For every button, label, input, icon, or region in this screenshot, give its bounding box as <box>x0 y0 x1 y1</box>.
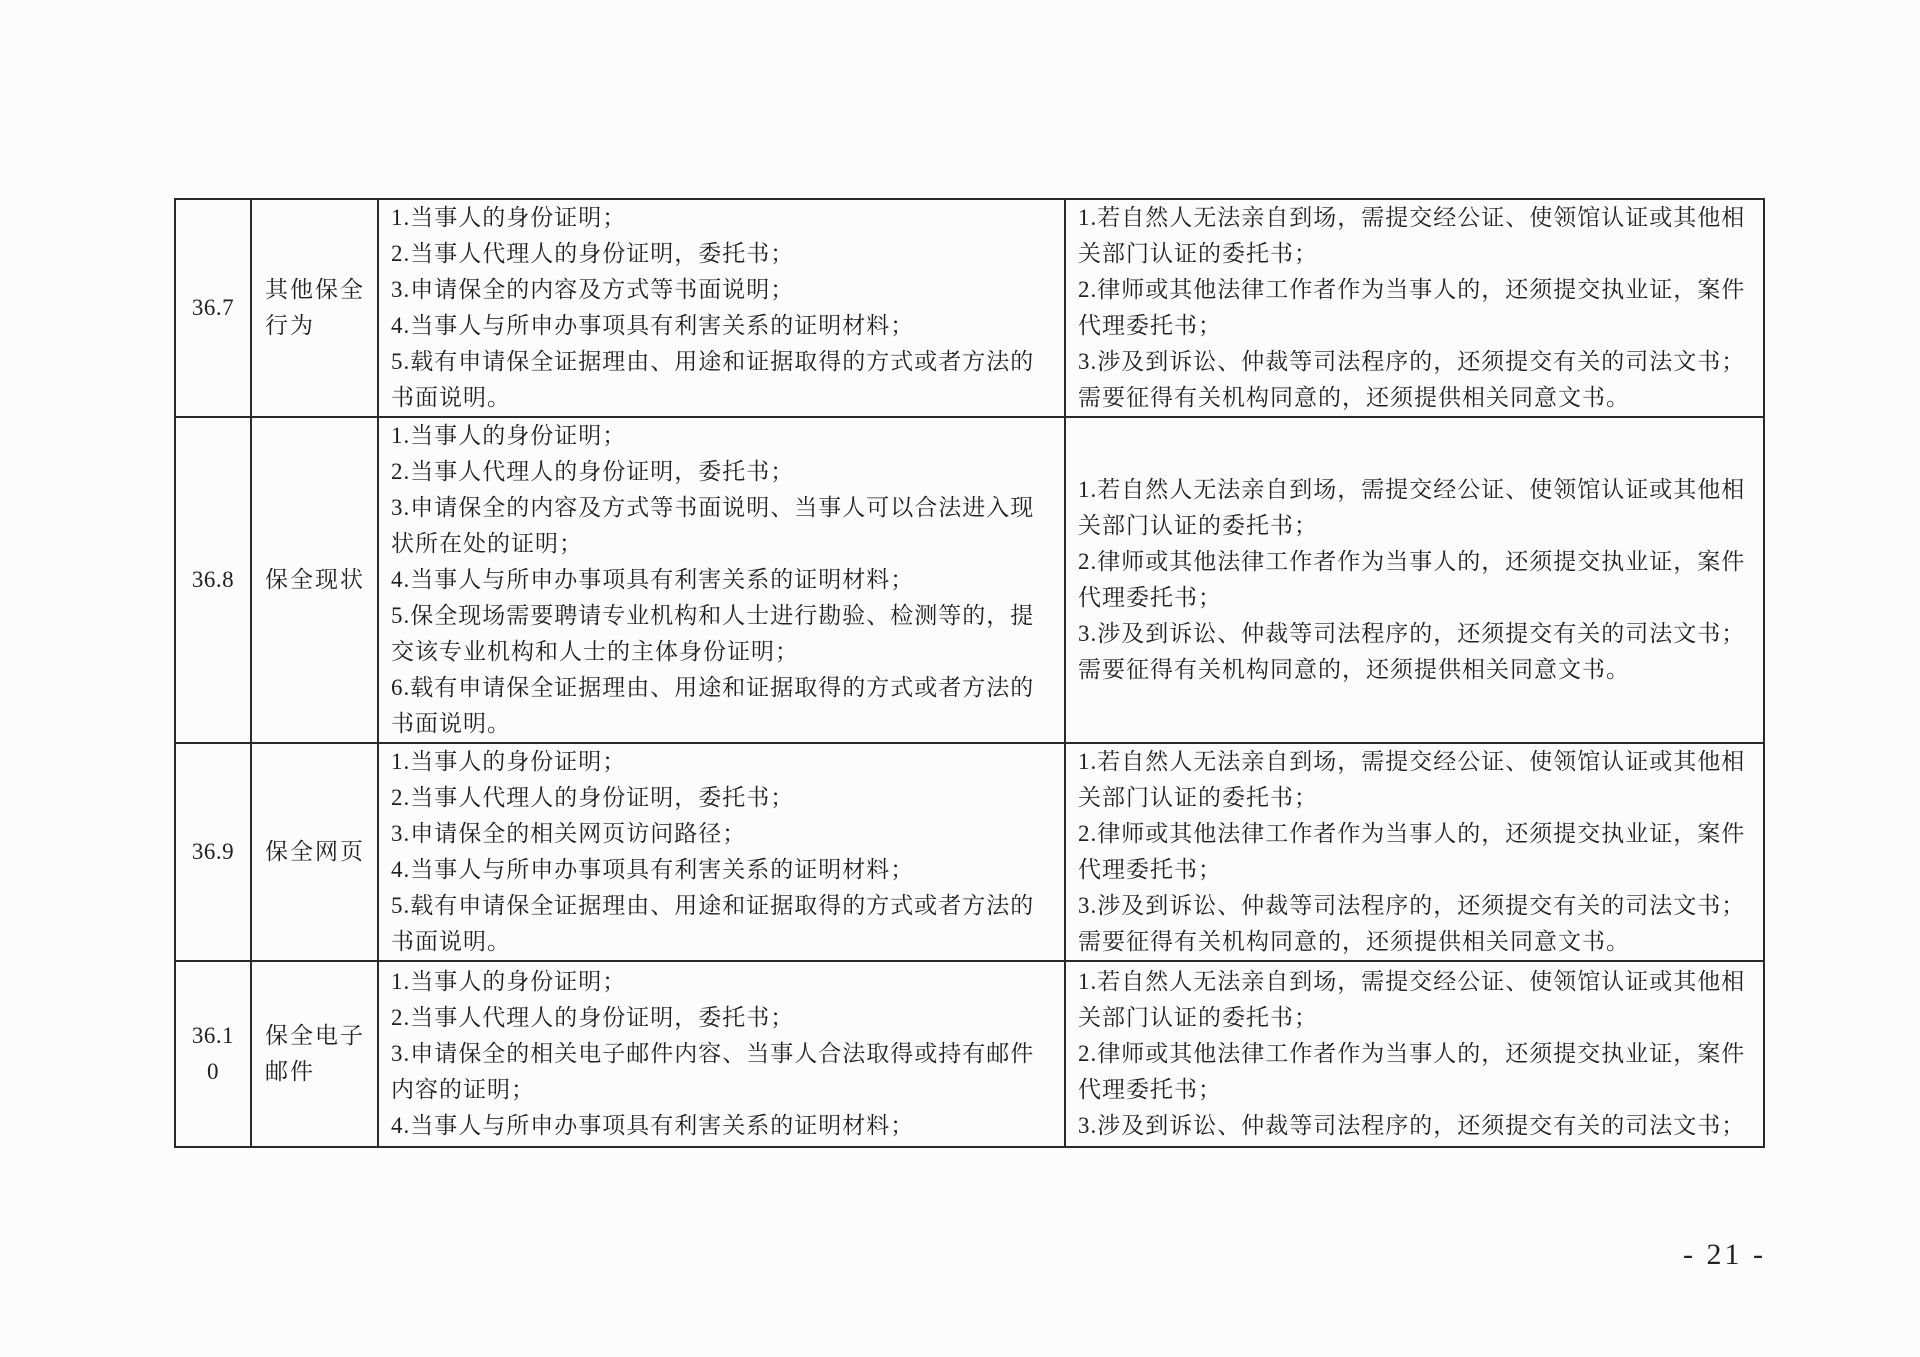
item-number-cell <box>175 743 251 961</box>
material-line: 1.当事人的身份证明； <box>391 969 627 994</box>
material-line: 4.当事人与所申办事项具有利害关系的证明材料； <box>391 567 915 592</box>
material-line: 书面说明。 <box>391 711 511 736</box>
note-line: 代理委托书； <box>1078 1077 1222 1102</box>
note-line: 1.若自然人无法亲自到场，需提交经公证、使领馆认证或其他相 <box>1078 969 1746 994</box>
material-line: 4.当事人与所申办事项具有利害关系的证明材料； <box>391 1113 915 1138</box>
note-line: 3.涉及到诉讼、仲裁等司法程序的，还须提交有关的司法文书； <box>1078 621 1746 646</box>
material-line: 1.当事人的身份证明； <box>391 749 627 774</box>
item-number: 36.7 <box>191 295 235 320</box>
page-number: - 21 - <box>1683 1238 1766 1271</box>
note-line: 1.若自然人无法亲自到场，需提交经公证、使领馆认证或其他相 <box>1078 749 1746 774</box>
note-line: 代理委托书； <box>1078 857 1222 882</box>
material-line: 5.保全现场需要聘请专业机构和人士进行勘验、检测等的，提 <box>391 603 1035 628</box>
item-number-cell <box>175 961 251 1147</box>
table-row <box>175 417 1764 743</box>
material-line: 5.载有申请保全证据理由、用途和证据取得的方式或者方法的 <box>391 893 1035 918</box>
note-line: 关部门认证的委托书； <box>1078 1005 1318 1030</box>
materials-cell <box>378 743 1065 961</box>
note-line: 2.律师或其他法律工作者作为当事人的，还须提交执业证，案件 <box>1078 1041 1746 1066</box>
item-name-line: 邮件 <box>265 1059 315 1084</box>
note-line: 需要征得有关机构同意的，还须提供相关同意文书。 <box>1078 657 1630 682</box>
item-name-line: 其他保全 <box>265 277 365 302</box>
note-line: 2.律师或其他法律工作者作为当事人的，还须提交执业证，案件 <box>1078 821 1746 846</box>
item-name-cell <box>251 743 378 961</box>
item-number-cell <box>175 417 251 743</box>
material-line: 状所在处的证明； <box>391 531 583 556</box>
item-number: 0 <box>207 1059 219 1084</box>
item-name-cell <box>251 417 378 743</box>
item-name-cell <box>251 199 378 417</box>
note-line: 2.律师或其他法律工作者作为当事人的，还须提交执业证，案件 <box>1078 277 1746 302</box>
material-line: 1.当事人的身份证明； <box>391 205 627 230</box>
note-line: 3.涉及到诉讼、仲裁等司法程序的，还须提交有关的司法文书； <box>1078 349 1746 374</box>
item-number-cell <box>175 199 251 417</box>
note-line: 3.涉及到诉讼、仲裁等司法程序的，还须提交有关的司法文书； <box>1078 1113 1746 1138</box>
item-name-line: 保全电子 <box>265 1023 365 1048</box>
notes-cell <box>1065 199 1764 417</box>
material-line: 2.当事人代理人的身份证明，委托书； <box>391 1005 795 1030</box>
item-name-line: 保全网页 <box>265 839 365 864</box>
note-line: 2.律师或其他法律工作者作为当事人的，还须提交执业证，案件 <box>1078 549 1746 574</box>
materials-cell <box>378 199 1065 417</box>
note-line: 关部门认证的委托书； <box>1078 785 1318 810</box>
table-row <box>175 743 1764 961</box>
materials-cell <box>378 417 1065 743</box>
material-line: 6.载有申请保全证据理由、用途和证据取得的方式或者方法的 <box>391 675 1035 700</box>
note-line: 1.若自然人无法亲自到场，需提交经公证、使领馆认证或其他相 <box>1078 205 1746 230</box>
table-row <box>175 961 1764 1147</box>
material-line: 3.申请保全的相关电子邮件内容、当事人合法取得或持有邮件 <box>391 1041 1035 1066</box>
material-line: 2.当事人代理人的身份证明，委托书； <box>391 241 795 266</box>
material-line: 内容的证明； <box>391 1077 535 1102</box>
note-line: 关部门认证的委托书； <box>1078 241 1318 266</box>
item-name-line: 保全现状 <box>265 567 365 592</box>
material-line: 3.申请保全的内容及方式等书面说明、当事人可以合法进入现 <box>391 495 1035 520</box>
note-line: 需要征得有关机构同意的，还须提供相关同意文书。 <box>1078 385 1630 410</box>
material-line: 2.当事人代理人的身份证明，委托书； <box>391 785 795 810</box>
note-line: 需要征得有关机构同意的，还须提供相关同意文书。 <box>1078 929 1630 954</box>
notes-cell <box>1065 417 1764 743</box>
material-line: 交该专业机构和人士的主体身份证明； <box>391 639 799 664</box>
material-line: 2.当事人代理人的身份证明，委托书； <box>391 459 795 484</box>
material-line: 4.当事人与所申办事项具有利害关系的证明材料； <box>391 313 915 338</box>
material-line: 书面说明。 <box>391 385 511 410</box>
note-line: 关部门认证的委托书； <box>1078 513 1318 538</box>
material-line: 1.当事人的身份证明； <box>391 423 627 448</box>
note-line: 1.若自然人无法亲自到场，需提交经公证、使领馆认证或其他相 <box>1078 477 1746 502</box>
material-line: 5.载有申请保全证据理由、用途和证据取得的方式或者方法的 <box>391 349 1035 374</box>
note-line: 3.涉及到诉讼、仲裁等司法程序的，还须提交有关的司法文书； <box>1078 893 1746 918</box>
notes-cell <box>1065 743 1764 961</box>
material-line: 3.申请保全的内容及方式等书面说明； <box>391 277 795 302</box>
item-number: 36.9 <box>191 839 235 864</box>
requirements-table <box>174 198 1765 1148</box>
table-row <box>175 199 1764 417</box>
materials-cell <box>378 961 1065 1147</box>
material-line: 3.申请保全的相关网页访问路径； <box>391 821 747 846</box>
note-line: 代理委托书； <box>1078 585 1222 610</box>
material-line: 书面说明。 <box>391 929 511 954</box>
notes-cell <box>1065 961 1764 1147</box>
item-number: 36.8 <box>191 567 235 592</box>
item-name-cell <box>251 961 378 1147</box>
item-name-line: 行为 <box>265 313 315 338</box>
item-number: 36.1 <box>191 1023 235 1048</box>
note-line: 代理委托书； <box>1078 313 1222 338</box>
material-line: 4.当事人与所申办事项具有利害关系的证明材料； <box>391 857 915 882</box>
